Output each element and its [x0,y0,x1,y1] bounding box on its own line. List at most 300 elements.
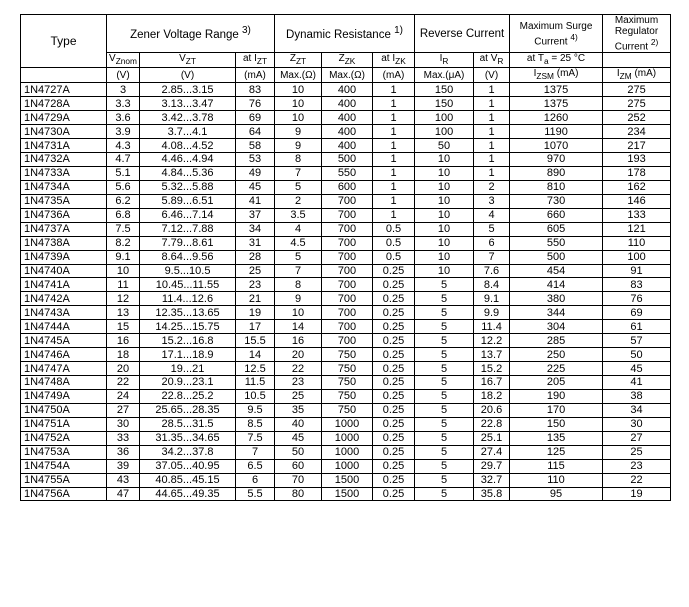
cell-at-izk: 0.25 [373,431,415,445]
cell-izm: 38 [603,389,671,403]
table-row [21,208,671,222]
cell-type: 1N4737A [21,222,107,236]
cell-vzt-range: 11.4...12.6 [140,292,236,306]
cell-izm: 50 [603,348,671,362]
cell-vzt-range: 19...21 [140,362,236,376]
unit-zzt: Max.(Ω) [275,68,322,83]
cell-zzk: 1500 [322,473,373,487]
cell-zzk: 750 [322,362,373,376]
cell-izm: 178 [603,166,671,180]
cell-ir: 50 [415,139,474,153]
table-row [21,292,671,306]
cell-izsm: 1070 [510,139,603,153]
cell-type: 1N4729A [21,111,107,125]
cell-izm: 100 [603,250,671,264]
cell-zzt: 5 [275,250,322,264]
cell-zzk: 400 [322,97,373,111]
cell-izm: 41 [603,376,671,390]
cell-at-vr: 3 [474,194,510,208]
cell-zzk: 700 [322,278,373,292]
cell-vzt-range: 7.79...8.61 [140,236,236,250]
header-type: Type [21,15,107,68]
cell-izm: 110 [603,236,671,250]
cell-vzt-range: 3.42...3.78 [140,111,236,125]
cell-at-vr: 12.2 [474,334,510,348]
cell-izm: 22 [603,473,671,487]
cell-at-vr: 15.2 [474,362,510,376]
cell-vzt-range: 37.05...40.95 [140,459,236,473]
cell-type: 1N4743A [21,306,107,320]
cell-vzt-range: 4.84...5.36 [140,166,236,180]
header-maximum-surge-current: Maximum Surge Current $^{4)}$ [510,15,603,53]
cell-at-vr: 1 [474,153,510,167]
cell-at-izt: 25 [236,264,275,278]
table-header [21,15,671,83]
cell-type: 1N4734A [21,180,107,194]
cell-vznom: 15 [107,320,140,334]
cell-izm: 234 [603,125,671,139]
cell-at-izt: 12.5 [236,362,275,376]
cell-ir: 100 [415,111,474,125]
cell-zzt: 4.5 [275,236,322,250]
cell-izsm: 110 [510,473,603,487]
cell-izsm: 125 [510,445,603,459]
cell-izsm: 250 [510,348,603,362]
cell-ir: 10 [415,166,474,180]
cell-at-vr: 18.2 [474,389,510,403]
cell-izm: 121 [603,222,671,236]
table-row [21,166,671,180]
cell-izm: 275 [603,97,671,111]
cell-vznom: 18 [107,348,140,362]
cell-at-vr: 1 [474,166,510,180]
table-row [21,473,671,487]
cell-ir: 150 [415,97,474,111]
cell-type: 1N4739A [21,250,107,264]
cell-at-izt: 83 [236,83,275,97]
cell-at-vr: 16.7 [474,376,510,390]
cell-izm: 34 [603,403,671,417]
zener-diode-table [20,14,671,501]
cell-izsm: 890 [510,166,603,180]
cell-izm: 252 [603,111,671,125]
cell-type: 1N4751A [21,417,107,431]
cell-vznom: 7.5 [107,222,140,236]
cell-at-izk: 0.25 [373,459,415,473]
table-row [21,348,671,362]
cell-izm: 146 [603,194,671,208]
cell-zzk: 750 [322,348,373,362]
table-row [21,222,671,236]
cell-izsm: 1260 [510,111,603,125]
cell-vznom: 4.7 [107,153,140,167]
cell-at-vr: 22.8 [474,417,510,431]
cell-type: 1N4753A [21,445,107,459]
unit-at-izk: (mA) [373,68,415,83]
table-row [21,194,671,208]
cell-at-izk: 0.25 [373,264,415,278]
cell-at-izk: 1 [373,111,415,125]
cell-at-izt: 69 [236,111,275,125]
cell-at-izk: 1 [373,166,415,180]
cell-zzk: 500 [322,153,373,167]
cell-at-izt: 23 [236,278,275,292]
cell-type: 1N4735A [21,194,107,208]
cell-izsm: 344 [510,306,603,320]
cell-izm: 133 [603,208,671,222]
cell-at-izt: 10.5 [236,389,275,403]
cell-ir: 5 [415,403,474,417]
cell-vzt-range: 5.32...5.88 [140,180,236,194]
cell-ir: 150 [415,83,474,97]
cell-zzt: 9 [275,139,322,153]
cell-zzk: 750 [322,403,373,417]
header-zzt: $Z_{ZT}$ [275,53,322,68]
cell-at-izt: 17 [236,320,275,334]
cell-zzk: 750 [322,389,373,403]
cell-at-vr: 6 [474,236,510,250]
cell-izm: 91 [603,264,671,278]
cell-at-izk: 1 [373,194,415,208]
cell-at-izt: 7 [236,445,275,459]
cell-type: 1N4750A [21,403,107,417]
cell-ir: 5 [415,306,474,320]
cell-at-izk: 1 [373,180,415,194]
cell-zzt: 9 [275,292,322,306]
cell-izm: 23 [603,459,671,473]
table-row [21,417,671,431]
header-at-izt: at $I_{ZT}$ [236,53,275,68]
cell-vznom: 11 [107,278,140,292]
unit-izm: $I_{ZM}$ (mA) [603,68,671,83]
cell-at-vr: 20.6 [474,403,510,417]
cell-zzt: 16 [275,334,322,348]
header-type-blank [21,68,107,83]
cell-zzk: 600 [322,180,373,194]
header-maximum-regulator-current: Maximum Regulator Current $^{2)}$ [603,15,671,53]
cell-ir: 5 [415,389,474,403]
cell-vzt-range: 22.8...25.2 [140,389,236,403]
cell-zzt: 22 [275,362,322,376]
cell-zzt: 14 [275,320,322,334]
unit-vzt: (V) [140,68,236,83]
cell-vzt-range: 6.46...7.14 [140,208,236,222]
cell-izm: 61 [603,320,671,334]
cell-zzk: 700 [322,194,373,208]
cell-vznom: 22 [107,376,140,390]
cell-zzt: 60 [275,459,322,473]
cell-type: 1N4741A [21,278,107,292]
cell-izsm: 605 [510,222,603,236]
unit-at-izt: (mA) [236,68,275,83]
cell-zzt: 35 [275,403,322,417]
cell-izsm: 1375 [510,83,603,97]
cell-vzt-range: 5.89...6.51 [140,194,236,208]
cell-zzk: 400 [322,83,373,97]
cell-izm: 76 [603,292,671,306]
cell-zzk: 400 [322,125,373,139]
cell-at-vr: 7 [474,250,510,264]
cell-type: 1N4727A [21,83,107,97]
cell-at-izk: 0.25 [373,362,415,376]
cell-at-vr: 9.1 [474,292,510,306]
cell-at-izt: 15.5 [236,334,275,348]
cell-at-izt: 45 [236,180,275,194]
cell-zzt: 50 [275,445,322,459]
cell-type: 1N4755A [21,473,107,487]
cell-at-izt: 6.5 [236,459,275,473]
cell-at-izk: 0.25 [373,334,415,348]
cell-at-izk: 0.25 [373,376,415,390]
cell-at-izk: 0.25 [373,487,415,501]
cell-at-izt: 8.5 [236,417,275,431]
cell-type: 1N4733A [21,166,107,180]
table-row [21,180,671,194]
cell-type: 1N4746A [21,348,107,362]
cell-vznom: 8.2 [107,236,140,250]
table-row [21,376,671,390]
cell-vzt-range: 28.5...31.5 [140,417,236,431]
cell-vznom: 30 [107,417,140,431]
cell-izm: 27 [603,431,671,445]
cell-vznom: 39 [107,459,140,473]
cell-zzt: 9 [275,125,322,139]
cell-zzt: 23 [275,376,322,390]
cell-at-izk: 0.25 [373,417,415,431]
cell-izsm: 500 [510,250,603,264]
cell-at-izk: 0.25 [373,292,415,306]
cell-vznom: 9.1 [107,250,140,264]
cell-type: 1N4754A [21,459,107,473]
cell-zzk: 700 [322,222,373,236]
cell-type: 1N4738A [21,236,107,250]
cell-at-vr: 1 [474,139,510,153]
cell-ir: 5 [415,348,474,362]
cell-zzk: 700 [322,264,373,278]
cell-vznom: 33 [107,431,140,445]
cell-zzt: 10 [275,111,322,125]
table-row [21,403,671,417]
cell-ir: 5 [415,362,474,376]
cell-ir: 5 [415,278,474,292]
table-row [21,97,671,111]
cell-at-izk: 0.5 [373,236,415,250]
cell-at-vr: 1 [474,111,510,125]
cell-vzt-range: 40.85...45.15 [140,473,236,487]
cell-type: 1N4752A [21,431,107,445]
cell-izm: 193 [603,153,671,167]
cell-izsm: 1375 [510,97,603,111]
cell-at-izk: 1 [373,139,415,153]
cell-at-vr: 35.8 [474,487,510,501]
cell-type: 1N4732A [21,153,107,167]
cell-ir: 5 [415,459,474,473]
cell-vznom: 5.1 [107,166,140,180]
cell-ir: 10 [415,222,474,236]
cell-izsm: 1190 [510,125,603,139]
table-row [21,306,671,320]
cell-vzt-range: 20.9...23.1 [140,376,236,390]
table-row [21,278,671,292]
cell-at-izk: 1 [373,83,415,97]
cell-vzt-range: 3.13...3.47 [140,97,236,111]
header-regulator-blank [603,53,671,68]
cell-vznom: 5.6 [107,180,140,194]
table-row [21,125,671,139]
cell-at-izk: 0.25 [373,473,415,487]
cell-zzt: 4 [275,222,322,236]
header-ir: $I_R$ [415,53,474,68]
table-row [21,153,671,167]
cell-at-vr: 11.4 [474,320,510,334]
cell-at-izt: 49 [236,166,275,180]
header-vzt: $V_{ZT}$ [140,53,236,68]
cell-vznom: 20 [107,362,140,376]
table-row [21,83,671,97]
cell-izsm: 190 [510,389,603,403]
cell-vzt-range: 15.2...16.8 [140,334,236,348]
unit-izsm: $I_{ZSM}$ (mA) [510,68,603,83]
cell-type: 1N4740A [21,264,107,278]
cell-vznom: 4.3 [107,139,140,153]
cell-vzt-range: 25.65...28.35 [140,403,236,417]
cell-vzt-range: 10.45...11.55 [140,278,236,292]
cell-izsm: 730 [510,194,603,208]
table-row [21,487,671,501]
table-row [21,389,671,403]
cell-type: 1N4730A [21,125,107,139]
cell-type: 1N4749A [21,389,107,403]
cell-vzt-range: 7.12...7.88 [140,222,236,236]
cell-izm: 57 [603,334,671,348]
cell-at-izt: 9.5 [236,403,275,417]
cell-izsm: 225 [510,362,603,376]
cell-at-izt: 6 [236,473,275,487]
cell-at-vr: 2 [474,180,510,194]
cell-zzk: 400 [322,139,373,153]
cell-type: 1N4742A [21,292,107,306]
cell-vzt-range: 44.65...49.35 [140,487,236,501]
cell-at-izk: 1 [373,153,415,167]
cell-zzt: 45 [275,431,322,445]
cell-izm: 69 [603,306,671,320]
cell-ir: 5 [415,473,474,487]
cell-izsm: 304 [510,320,603,334]
cell-izsm: 550 [510,236,603,250]
table-row [21,139,671,153]
cell-zzt: 5 [275,180,322,194]
cell-at-vr: 7.6 [474,264,510,278]
cell-at-vr: 8.4 [474,278,510,292]
cell-at-vr: 9.9 [474,306,510,320]
cell-ir: 10 [415,264,474,278]
cell-vzt-range: 3.7...4.1 [140,125,236,139]
cell-zzk: 1500 [322,487,373,501]
cell-ir: 10 [415,194,474,208]
cell-at-vr: 1 [474,125,510,139]
header-at-vr: at $V_R$ [474,53,510,68]
cell-vznom: 3.9 [107,125,140,139]
cell-at-izk: 0.25 [373,403,415,417]
cell-vznom: 16 [107,334,140,348]
cell-zzk: 750 [322,376,373,390]
table-row [21,264,671,278]
cell-vzt-range: 9.5...10.5 [140,264,236,278]
cell-izm: 45 [603,362,671,376]
cell-vzt-range: 4.46...4.94 [140,153,236,167]
cell-at-vr: 32.7 [474,473,510,487]
cell-vznom: 3.6 [107,111,140,125]
cell-izm: 30 [603,417,671,431]
cell-izsm: 135 [510,431,603,445]
header-vznom: $V_{Znom}$ [107,53,140,68]
cell-vznom: 47 [107,487,140,501]
cell-at-vr: 1 [474,97,510,111]
cell-ir: 5 [415,417,474,431]
cell-at-izt: 37 [236,208,275,222]
cell-vznom: 10 [107,264,140,278]
cell-ir: 10 [415,236,474,250]
cell-izsm: 810 [510,180,603,194]
cell-izm: 19 [603,487,671,501]
cell-zzk: 1000 [322,431,373,445]
unit-vznom: (V) [107,68,140,83]
cell-zzk: 700 [322,236,373,250]
cell-zzt: 80 [275,487,322,501]
cell-izm: 275 [603,83,671,97]
cell-izsm: 660 [510,208,603,222]
cell-izsm: 454 [510,264,603,278]
cell-at-izk: 0.25 [373,445,415,459]
cell-zzt: 8 [275,153,322,167]
cell-at-izt: 58 [236,139,275,153]
cell-at-izt: 31 [236,236,275,250]
cell-at-vr: 1 [474,83,510,97]
cell-ir: 5 [415,376,474,390]
cell-ir: 5 [415,334,474,348]
cell-at-izk: 0.5 [373,250,415,264]
cell-at-izk: 0.25 [373,348,415,362]
cell-zzk: 1000 [322,445,373,459]
cell-vznom: 12 [107,292,140,306]
cell-at-izt: 64 [236,125,275,139]
cell-at-izk: 0.5 [373,222,415,236]
cell-zzt: 7 [275,166,322,180]
cell-izsm: 380 [510,292,603,306]
cell-at-vr: 25.1 [474,431,510,445]
unit-at-vr: (V) [474,68,510,83]
table-body [21,83,671,501]
cell-zzt: 3.5 [275,208,322,222]
cell-izsm: 285 [510,334,603,348]
cell-at-izt: 28 [236,250,275,264]
cell-type: 1N4744A [21,320,107,334]
cell-zzk: 700 [322,250,373,264]
cell-zzt: 7 [275,264,322,278]
cell-zzt: 25 [275,389,322,403]
table-row [21,431,671,445]
cell-zzk: 700 [322,292,373,306]
cell-vznom: 6.2 [107,194,140,208]
cell-vzt-range: 8.64...9.56 [140,250,236,264]
cell-zzt: 10 [275,306,322,320]
cell-at-izt: 41 [236,194,275,208]
cell-vzt-range: 14.25...15.75 [140,320,236,334]
cell-at-izt: 7.5 [236,431,275,445]
cell-izm: 83 [603,278,671,292]
cell-izsm: 170 [510,403,603,417]
cell-zzt: 2 [275,194,322,208]
